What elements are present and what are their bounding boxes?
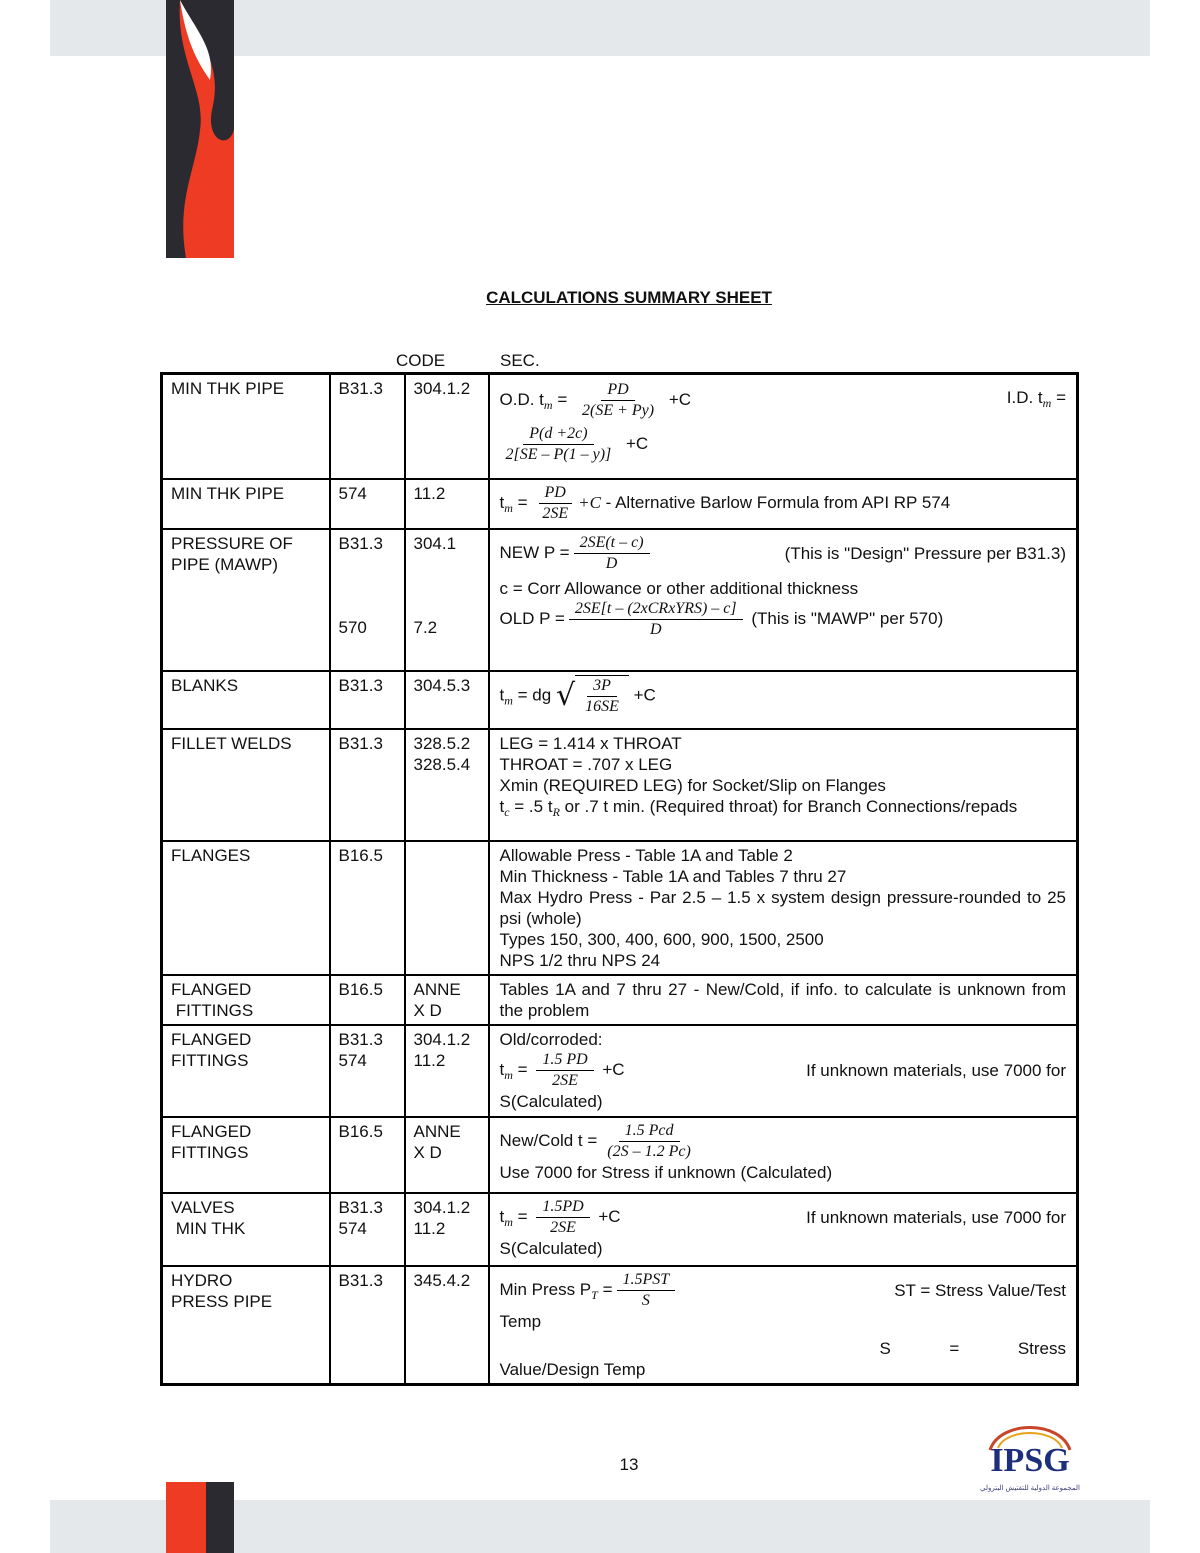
item-cell: HYDRO PRESS PIPE <box>162 1266 330 1385</box>
sec-cell: ANNE X D <box>405 975 489 1025</box>
formula-cell: $t_m$ = dg √ $\frac{3P}{16SE}$ +C <box>489 671 1078 729</box>
code-cell: B31.3 574 <box>330 1193 405 1266</box>
valve-thickness-formula: $\frac{1.5PD}{2SE}$ <box>536 1197 589 1238</box>
table-row <box>162 1266 1078 1385</box>
item-cell: MIN THK PIPE <box>162 374 330 479</box>
item-cell: FLANGES <box>162 841 330 975</box>
sec-cell: 304.1.2 <box>405 374 489 479</box>
item-cell: MIN THK PIPE <box>162 479 330 529</box>
sec-cell: 304.1.2 11.2 <box>405 1193 489 1266</box>
sec-cell: 304.1 7.2 <box>405 529 489 671</box>
sec-cell <box>405 841 489 975</box>
od-thickness-formula: $\frac{PD}{2(SE + Py)}$ <box>581 381 655 419</box>
item-cell: BLANKS <box>162 671 330 729</box>
item-cell: FLANGED FITTINGS <box>162 1117 330 1193</box>
flame-decoration <box>166 0 234 258</box>
sec-cell: 328.5.2 328.5.4 <box>405 729 489 841</box>
new-fitting-formula: $\frac{\text{1.5 Pcd}}{(2S - 1.2 Pc)}$ <box>607 1121 691 1160</box>
corroded-fitting-formula: $\frac{1.5 PD}{2SE}$ <box>536 1050 593 1091</box>
hydro-pressure-formula: $\frac{\text{1.5PST}}{S}$ <box>617 1270 676 1311</box>
blank-thickness-formula: √ $\frac{3P}{16SE}$ <box>556 675 629 717</box>
code-cell: B31.3 574 <box>330 1025 405 1117</box>
code-cell: B31.3 <box>330 671 405 729</box>
barlow-formula: $\frac{PD}{2SE}$ <box>536 483 574 524</box>
ipsg-logo <box>978 1412 1082 1500</box>
formula-cell: Allowable Press - Table 1A and Table 2 Min Thickness - Table 1A and Tables 7 thru 27 Max Hydro Press - Par 2.5 – 1.5 x system design pressure-rounded to 25 psi (whole) Types 150, 300, 400, 600, 900, 1500, 2500 NPS 1/2 thru NPS 24 <box>489 841 1078 975</box>
old-pressure-formula: $\frac{\text{2SE[t – (2xCRxYRS) – c]}}{D}$ <box>569 599 743 640</box>
table-row <box>162 729 1078 841</box>
formula-cell: O.D. $t_m$ = $\frac{PD}{2(SE + Py)}$ +C I.D. $t_m$ = $\frac{P(d +2c)}{2[SE - P(1 - y)]}$ +C <box>489 374 1078 479</box>
formula-cell: NEW P = $\frac{2SE(t - c)}{D}$ (This is "Design" Pressure per B31.3) c = Corr Allowance or other additional thickness OLD P = $\frac{\text{2SE[t – (2xCRxYRS) – c]}}{D}$ (This is "MAWP" per 570) <box>489 529 1078 671</box>
calculations-table <box>160 372 1079 1386</box>
formula-cell: New/Cold t = $\frac{\text{1.5 Pcd}}{(2S - 1.2 Pc)}$ Use 7000 for Stress if unknown (Calculated) <box>489 1117 1078 1193</box>
item-cell: PRESSURE OF PIPE (MAWP) <box>162 529 330 671</box>
new-pressure-formula: $\frac{2SE(t - c)}{D}$ <box>574 533 650 574</box>
formula-cell: Old/corroded: $t_m$ = $\frac{1.5 PD}{2SE}$ +C If unknown materials, use 7000 for S(Calculated) <box>489 1025 1078 1117</box>
id-thickness-formula: $\frac{P(d +2c)}{2[SE - P(1 - y)]}$ <box>505 425 612 463</box>
table-row <box>162 374 1078 479</box>
item-cell: FLANGED FITTINGS <box>162 975 330 1025</box>
code-cell: B16.5 <box>330 841 405 975</box>
code-cell: B31.3 <box>330 1266 405 1385</box>
page-title: CALCULATIONS SUMMARY SHEET <box>486 288 772 307</box>
table-row <box>162 841 1078 975</box>
code-cell: B31.3 <box>330 729 405 841</box>
logo-text: IPSG <box>990 1442 1070 1479</box>
code-cell: B16.5 <box>330 975 405 1025</box>
sec-cell: 304.1.2 11.2 <box>405 1025 489 1117</box>
code-cell: B31.3 570 <box>330 529 405 671</box>
code-column-header: CODE <box>396 351 446 370</box>
table-row <box>162 975 1078 1025</box>
code-cell: 574 <box>330 479 405 529</box>
logo-subtitle: المجموعة الدولية للتفتيش البترولي <box>980 1485 1080 1492</box>
formula-cell: $t_m$ = $\frac{1.5PD}{2SE}$ +C If unknown materials, use 7000 for S(Calculated) <box>489 1193 1078 1266</box>
formula-cell: LEG = 1.414 x THROAT THROAT = .707 x LEG Xmin (REQUIRED LEG) for Socket/Slip on Flanges $t_c = .5$ $t_R$ or .7 t min. (Required throat) for Branch Connections/repads <box>489 729 1078 841</box>
item-cell: VALVES MIN THK <box>162 1193 330 1266</box>
formula-cell: $t_m$ = $\frac{PD}{2SE}$ +C - Alternative Barlow Formula from API RP 574 <box>489 479 1078 529</box>
item-cell: FLANGED FITTINGS <box>162 1025 330 1117</box>
table-row <box>162 1025 1078 1117</box>
sec-cell: ANNE X D <box>405 1117 489 1193</box>
code-cell: B16.5 <box>330 1117 405 1193</box>
footer-flame-decoration <box>166 1482 234 1553</box>
sec-cell: 345.4.2 <box>405 1266 489 1385</box>
table-row <box>162 1193 1078 1266</box>
sec-cell: 304.5.3 <box>405 671 489 729</box>
code-cell: B31.3 <box>330 374 405 479</box>
formula-cell: Min Press $P_T$ = $\frac{\text{1.5PST}}{S}$ ST = Stress Value/Test Temp S = Stress Value/Design Temp <box>489 1266 1078 1385</box>
item-cell: FILLET WELDS <box>162 729 330 841</box>
table-row <box>162 671 1078 729</box>
formula-cell: Tables 1A and 7 thru 27 - New/Cold, if info. to calculate is unknown from the problem <box>489 975 1078 1025</box>
table-row <box>162 479 1078 529</box>
table-row <box>162 529 1078 671</box>
sec-column-header: SEC. <box>500 351 540 370</box>
sec-cell: 11.2 <box>405 479 489 529</box>
page-number: 13 <box>619 1455 639 1474</box>
table-row <box>162 1117 1078 1193</box>
